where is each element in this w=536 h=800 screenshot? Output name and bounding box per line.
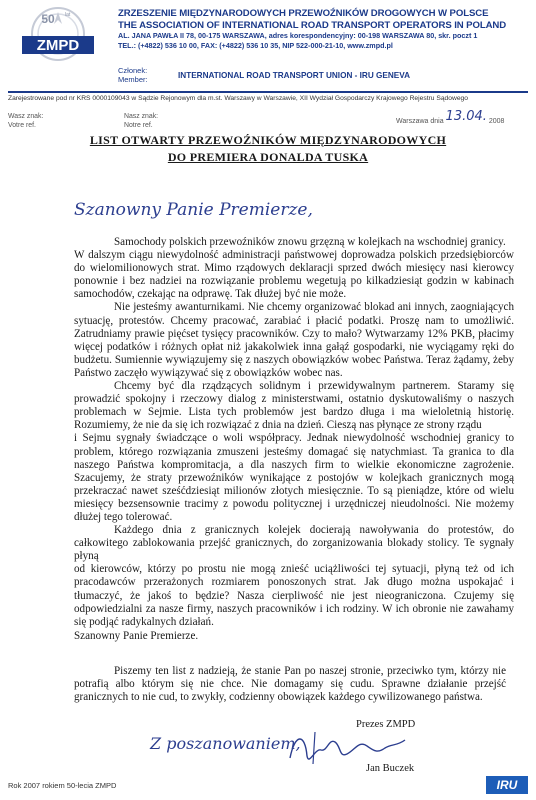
- signatory-role: Prezes ZMPD: [356, 719, 416, 730]
- paragraph-1: Samochody polskich przewoźników znowu grzęzną w kolejkach na wschodniej granicy.: [114, 236, 506, 248]
- paragraph-6: Każdego dnia z granicznych kolejek docierają nawoływania do protestów, do całkowitego zablokowania przejść granicznych, do zorganizowania blokady stolicy. Te sygnały płyną: [74, 524, 514, 563]
- your-ref-pl: Wasz znak:: [8, 113, 44, 120]
- paragraph-4: Chcemy być dla rządzących solidnym i przewidywalnym partnerem. Staramy się prowadzić spokojny i rzeczowy dialog z ministerstwami, ostatnio dyskutowaliśmy o naszych problemach w Sejmie. Lista tych problemów jest bardzo długa i ma wieloletnią historię. Rozumiemy, że nie da się ich rozwiązać z dnia na dzień. Cieszą nas płynące ze strony rządu: [74, 380, 514, 432]
- letter-title-line1: LIST OTWARTY PRZEWOŹNIKÓW MIĘDZYNARODOWYCH: [89, 133, 447, 147]
- header-divider: [8, 91, 528, 93]
- org-name-en: THE ASSOCIATION OF INTERNATIONAL ROAD TRANSPORT OPERATORS IN POLAND: [118, 19, 507, 31]
- registration-line: Zarejestrowane pod nr KRS 0000109043 w Sądzie Rejonowym dla m.st. Warszawy w Warszawie, XII Wydział Gospodarczy Krajowego Rejestru Sądowego: [8, 95, 468, 102]
- letterhead: [118, 8, 534, 50]
- letter-body: [74, 236, 514, 629]
- iru-logo: IRU: [486, 776, 528, 794]
- footer-jubilee: Rok 2007 rokiem 50-lecia ZMPD: [8, 781, 117, 790]
- date-year: 2008: [488, 118, 505, 125]
- letter-title-line2: [0, 150, 536, 165]
- member-value: INTERNATIONAL ROAD TRANSPORT UNION - IRU GENEVA: [178, 71, 410, 80]
- org-name-pl: ZRZESZENIE MIĘDZYNARODOWYCH PRZEWOŹNIKÓW DROGOWYCH W POLSCE: [118, 8, 489, 19]
- org-address: AL. JANA PAWŁA II 78, 00-175 WARSZAWA, adres korespondencyjny: 00-198 WARSZAWA 80, skr. poczt 1: [118, 31, 478, 40]
- member-label-en: Member:: [118, 75, 148, 84]
- handwritten-regards: Z poszanowaniem,: [150, 734, 301, 753]
- your-reference: [8, 112, 43, 130]
- handwritten-greeting: Szanowny Panie Premierze,: [74, 200, 313, 220]
- logo-acronym: ZMPD: [36, 37, 80, 54]
- logo-years: 50: [41, 12, 55, 26]
- paragraph-3: Nie jesteśmy awanturnikami. Nie chcemy organizować blokad ani innych, zaogniających sytuację, protestów. Chcemy pracować, zarabiać i płacić podatki. Proszę nam to umożliwić. Zatrudniamy prawie pięćset tysięcy pracowników. Czy to mało? Wytwarzamy 12% PKB, płacimy więcej podatków i różnych opłat niż jakakolwiek inna gałąź gospodarki, nie wyciągamy ręki do budżetu. Sumiennie wywiązujemy się z naszych obowiązków wobec Państwa. Teraz żądamy, żeby Państwo zaczęło wywiązywać się z obowiązków wobec nas.: [74, 301, 514, 379]
- signature-scribble: [285, 728, 415, 768]
- date-handwritten: 13.04.: [445, 109, 487, 124]
- date-line: [396, 109, 505, 127]
- our-ref-pl: Nasz znak:: [124, 113, 159, 120]
- membership: [118, 66, 410, 84]
- paragraph-7: od kierowców, którzy po prostu nie mogą znieść uciążliwości tej sytuacji, płyną też od ich pracodawców przerażonych rozmiarem ponoszonych strat. Jak długo można uspokajać i tłumaczyć, że jakoś to będzie? Nasza cierpliwość nie jest nieograniczona. Czujemy się odpowiedzialni za nasze firmy, naszych pracowników i ich rodziny. W ich obronie nie zawahamy się podjąć radykalnych działań.: [74, 563, 514, 628]
- date-prefix: Warszawa dnia: [396, 118, 444, 125]
- zmpd-logo: [8, 6, 108, 64]
- your-ref-en: Votre ref.: [8, 122, 36, 129]
- letter-title-line2-text: DO PREMIERA DONALDA TUSKA: [167, 150, 369, 164]
- paragraph-2: W dalszym ciągu niewydolność administracji państwowej doprowadza polskich przedsiębiorców do wielomilionowych strat. Mimo rządowych deklaracji sprzed dwóch miesięcy nasi kierowcy ponownie i bez nadziei na rozwiązanie problemu wegetują po kilkadziesiąt godzin w kabinach samochodów, czekając na odprawę. Tak dłużej być nie może.: [74, 249, 514, 301]
- paragraph-5: i Sejmu sygnały świadczące o woli współpracy. Jednak niewydolność wschodniej granicy to problem, którego rozwiązania zmuszeni jesteśmy domagać się natychmiast. Ta granica to dla naszego Państwa kompromitacja, a dla naszych firm to wielkie ekonomiczne zagrożenie. Szacujemy, że straty przewoźników wynikające z postojów w kolejkach granicznych mogą przekraczać nawet sześćdziesiąt milionów złotych miesięcznie. To są pieniądze, które od wielu miesięcy bezsensownie tracimy z powodu politycznej i urzędniczej nieudolności. Nie możemy dłużej tego tolerować.: [74, 432, 514, 523]
- final-paragraph: [74, 665, 506, 704]
- closing-salutation: Szanowny Panie Premierze.: [74, 630, 199, 642]
- org-contacts: TEL.: (+4822) 536 10 00, FAX: (+4822) 536 10 35, NIP 522-000-21-10, www.zmpd.pl: [118, 40, 393, 50]
- member-label-pl: Członek:: [118, 66, 148, 75]
- signatory-name: Jan Buczek: [366, 763, 415, 774]
- logo-years-suffix: lat: [65, 12, 71, 18]
- final-paragraph-text: Piszemy ten list z nadzieją, że stanie Pan po naszej stronie, przeciwko tym, którzy nie potrafią albo którym się nie chce. Nie domagamy się cudu. Sprawne działanie przejść granicznych to nie cud, to zwykły, codzienny obowiązek każdego cywilizowanego państwa.: [74, 665, 506, 704]
- our-ref-en: Notre ref.: [124, 122, 153, 129]
- our-reference: [124, 112, 158, 130]
